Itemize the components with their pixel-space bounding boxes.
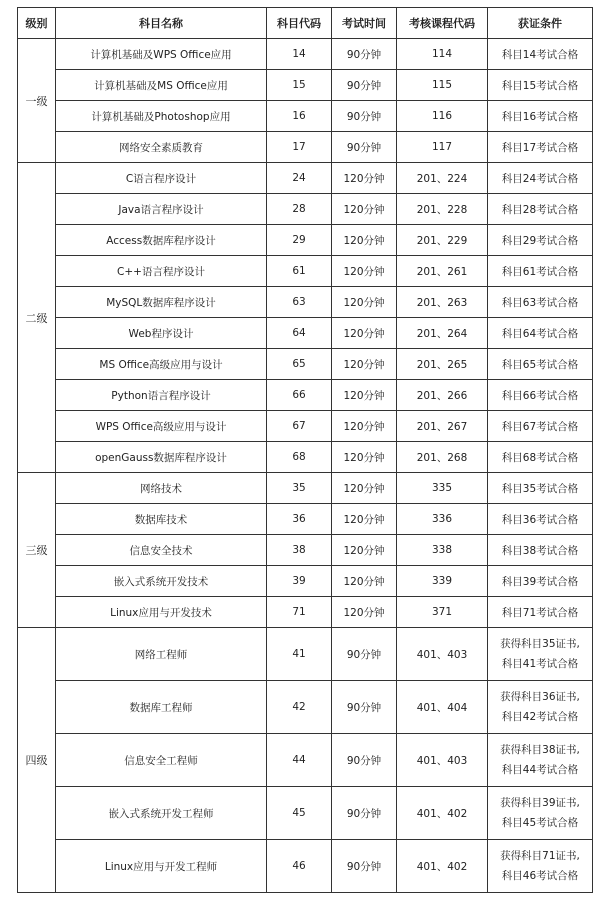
table-row — [18, 318, 593, 349]
condition-line: 科目16考试合格 — [501, 110, 579, 123]
condition-line: 科目38考试合格 — [501, 544, 579, 557]
exam-time-cell: 120分钟 — [332, 442, 397, 473]
exam-time-cell: 120分钟 — [332, 318, 397, 349]
exam-time-cell: 120分钟 — [332, 194, 397, 225]
table-row — [18, 787, 593, 840]
subject-code-cell: 15 — [267, 70, 332, 101]
exam-time-cell: 120分钟 — [332, 256, 397, 287]
subject-name-cell: 计算机基础及MS Office应用 — [56, 70, 267, 101]
table-row — [18, 681, 593, 734]
course-code-cell: 401、404 — [397, 681, 488, 734]
subject-name-cell: 嵌入式系统开发工程师 — [56, 787, 267, 840]
course-code-cell: 335 — [397, 473, 488, 504]
header-row — [18, 8, 593, 39]
certificate-condition-cell — [488, 442, 593, 473]
table-body — [18, 39, 593, 893]
certificate-condition-cell — [488, 734, 593, 787]
course-code-cell: 201、261 — [397, 256, 488, 287]
subject-code-cell: 66 — [267, 380, 332, 411]
subject-name-cell: openGauss数据库程序设计 — [56, 442, 267, 473]
condition-line: 科目71考试合格 — [501, 606, 579, 619]
exam-time-cell: 120分钟 — [332, 504, 397, 535]
subject-name-cell: 信息安全工程师 — [56, 734, 267, 787]
exam-time-cell: 120分钟 — [332, 287, 397, 318]
table-row — [18, 287, 593, 318]
certificate-condition-cell — [488, 628, 593, 681]
condition-line: 科目46考试合格 — [501, 870, 579, 882]
table-row — [18, 473, 593, 504]
course-code-cell: 339 — [397, 566, 488, 597]
condition-line: 获得科目35证书, — [500, 638, 580, 650]
table-row — [18, 225, 593, 256]
course-code-cell: 114 — [397, 39, 488, 70]
level-cell: 四级 — [18, 628, 56, 893]
subject-code-cell: 42 — [267, 681, 332, 734]
level-cell: 二级 — [18, 163, 56, 473]
exam-time-cell: 90分钟 — [332, 787, 397, 840]
table-row — [18, 380, 593, 411]
course-code-cell: 201、266 — [397, 380, 488, 411]
course-code-cell: 201、264 — [397, 318, 488, 349]
certificate-condition-cell — [488, 132, 593, 163]
exam-time-cell: 120分钟 — [332, 380, 397, 411]
certificate-condition-cell — [488, 473, 593, 504]
subject-name-cell: 嵌入式系统开发技术 — [56, 566, 267, 597]
table-row — [18, 163, 593, 194]
condition-line: 科目63考试合格 — [501, 296, 579, 309]
exam-time-cell: 90分钟 — [332, 101, 397, 132]
table-row — [18, 194, 593, 225]
condition-line: 获得科目39证书, — [500, 797, 580, 809]
course-code-cell: 117 — [397, 132, 488, 163]
exam-time-cell: 120分钟 — [332, 597, 397, 628]
condition-line: 科目45考试合格 — [501, 817, 579, 829]
condition-line: 获得科目71证书, — [500, 850, 580, 862]
certificate-condition-cell — [488, 287, 593, 318]
subject-name-cell: 网络工程师 — [56, 628, 267, 681]
subject-name-cell: Python语言程序设计 — [56, 380, 267, 411]
course-code-cell: 201、263 — [397, 287, 488, 318]
subject-code-cell: 36 — [267, 504, 332, 535]
condition-line: 科目15考试合格 — [501, 79, 579, 92]
course-code-cell: 336 — [397, 504, 488, 535]
condition-line: 科目61考试合格 — [501, 265, 579, 278]
header-subject-code: 科目代码 — [267, 8, 332, 39]
condition-line: 科目24考试合格 — [501, 172, 579, 185]
certificate-condition-cell — [488, 349, 593, 380]
exam-time-cell: 90分钟 — [332, 681, 397, 734]
course-code-cell: 201、265 — [397, 349, 488, 380]
course-code-cell: 401、402 — [397, 787, 488, 840]
condition-line: 科目42考试合格 — [501, 711, 579, 723]
certificate-condition-cell — [488, 681, 593, 734]
table-row — [18, 566, 593, 597]
subject-code-cell: 28 — [267, 194, 332, 225]
exam-time-cell: 120分钟 — [332, 473, 397, 504]
course-code-cell: 401、403 — [397, 628, 488, 681]
certificate-condition-cell — [488, 380, 593, 411]
subject-code-cell: 63 — [267, 287, 332, 318]
certificate-condition-cell — [488, 840, 593, 893]
exam-time-cell: 90分钟 — [332, 70, 397, 101]
table-row — [18, 535, 593, 566]
subject-name-cell: C++语言程序设计 — [56, 256, 267, 287]
header-subject-name: 科目名称 — [56, 8, 267, 39]
table-row — [18, 597, 593, 628]
header-exam-time: 考试时间 — [332, 8, 397, 39]
condition-line: 获得科目38证书, — [500, 744, 580, 756]
condition-line: 科目39考试合格 — [501, 575, 579, 588]
exam-time-cell: 90分钟 — [332, 132, 397, 163]
table-row — [18, 504, 593, 535]
level-cell: 一级 — [18, 39, 56, 163]
subject-name-cell: MySQL数据库程序设计 — [56, 287, 267, 318]
condition-line: 科目66考试合格 — [501, 389, 579, 402]
subject-name-cell: Linux应用与开发技术 — [56, 597, 267, 628]
certificate-condition-cell — [488, 597, 593, 628]
condition-line: 科目68考试合格 — [501, 451, 579, 464]
table-row — [18, 628, 593, 681]
certificate-condition-cell — [488, 504, 593, 535]
condition-line: 科目14考试合格 — [501, 48, 579, 61]
subject-name-cell: WPS Office高级应用与设计 — [56, 411, 267, 442]
subject-code-cell: 35 — [267, 473, 332, 504]
subject-code-cell: 44 — [267, 734, 332, 787]
exam-time-cell: 120分钟 — [332, 535, 397, 566]
table-row — [18, 70, 593, 101]
condition-line: 科目65考试合格 — [501, 358, 579, 371]
certificate-condition-cell — [488, 39, 593, 70]
subject-name-cell: Web程序设计 — [56, 318, 267, 349]
certificate-condition-cell — [488, 411, 593, 442]
course-code-cell: 201、228 — [397, 194, 488, 225]
subject-name-cell: 信息安全技术 — [56, 535, 267, 566]
table-row — [18, 349, 593, 380]
condition-line: 科目29考试合格 — [501, 234, 579, 247]
subject-code-cell: 16 — [267, 101, 332, 132]
subject-code-cell: 38 — [267, 535, 332, 566]
subject-code-cell: 45 — [267, 787, 332, 840]
certificate-condition-cell — [488, 163, 593, 194]
subject-code-cell: 71 — [267, 597, 332, 628]
course-code-cell: 401、403 — [397, 734, 488, 787]
subject-code-cell: 64 — [267, 318, 332, 349]
table-row — [18, 132, 593, 163]
subject-name-cell: 计算机基础及WPS Office应用 — [56, 39, 267, 70]
table-row — [18, 840, 593, 893]
certificate-condition-cell — [488, 318, 593, 349]
subject-code-cell: 24 — [267, 163, 332, 194]
exam-subjects-table — [17, 7, 593, 893]
subject-code-cell: 14 — [267, 39, 332, 70]
course-code-cell: 201、229 — [397, 225, 488, 256]
condition-line: 科目35考试合格 — [501, 482, 579, 495]
exam-time-cell: 90分钟 — [332, 734, 397, 787]
subject-code-cell: 65 — [267, 349, 332, 380]
certificate-condition-cell — [488, 225, 593, 256]
condition-line: 科目28考试合格 — [501, 203, 579, 216]
subject-code-cell: 46 — [267, 840, 332, 893]
subject-name-cell: 数据库工程师 — [56, 681, 267, 734]
subject-name-cell: 计算机基础及Photoshop应用 — [56, 101, 267, 132]
condition-line: 科目44考试合格 — [501, 764, 579, 776]
table-row — [18, 734, 593, 787]
subject-code-cell: 41 — [267, 628, 332, 681]
exam-time-cell: 90分钟 — [332, 628, 397, 681]
condition-line: 科目67考试合格 — [501, 420, 579, 433]
condition-line: 科目36考试合格 — [501, 513, 579, 526]
certificate-condition-cell — [488, 535, 593, 566]
condition-line: 科目17考试合格 — [501, 141, 579, 154]
subject-code-cell: 68 — [267, 442, 332, 473]
exam-time-cell: 90分钟 — [332, 39, 397, 70]
table-row — [18, 256, 593, 287]
subject-name-cell: MS Office高级应用与设计 — [56, 349, 267, 380]
course-code-cell: 201、268 — [397, 442, 488, 473]
table-header — [18, 8, 593, 39]
exam-time-cell: 120分钟 — [332, 163, 397, 194]
course-code-cell: 115 — [397, 70, 488, 101]
header-certificate-condition: 获证条件 — [488, 8, 593, 39]
course-code-cell: 338 — [397, 535, 488, 566]
exam-time-cell: 120分钟 — [332, 411, 397, 442]
subject-name-cell: 数据库技术 — [56, 504, 267, 535]
subject-name-cell: Java语言程序设计 — [56, 194, 267, 225]
exam-time-cell: 120分钟 — [332, 566, 397, 597]
header-course-code: 考核课程代码 — [397, 8, 488, 39]
header-level: 级别 — [18, 8, 56, 39]
course-code-cell: 201、267 — [397, 411, 488, 442]
course-code-cell: 116 — [397, 101, 488, 132]
subject-name-cell: 网络安全素质教育 — [56, 132, 267, 163]
subject-name-cell: C语言程序设计 — [56, 163, 267, 194]
subject-code-cell: 39 — [267, 566, 332, 597]
table-row — [18, 411, 593, 442]
course-code-cell: 371 — [397, 597, 488, 628]
certificate-condition-cell — [488, 101, 593, 132]
subject-name-cell: 网络技术 — [56, 473, 267, 504]
exam-time-cell: 90分钟 — [332, 840, 397, 893]
certificate-condition-cell — [488, 256, 593, 287]
certificate-condition-cell — [488, 566, 593, 597]
subject-code-cell: 17 — [267, 132, 332, 163]
condition-line: 获得科目36证书, — [500, 691, 580, 703]
course-code-cell: 201、224 — [397, 163, 488, 194]
subject-name-cell: Linux应用与开发工程师 — [56, 840, 267, 893]
condition-line: 科目64考试合格 — [501, 327, 579, 340]
subject-code-cell: 29 — [267, 225, 332, 256]
certificate-condition-cell — [488, 787, 593, 840]
subject-code-cell: 67 — [267, 411, 332, 442]
exam-time-cell: 120分钟 — [332, 349, 397, 380]
condition-line: 科目41考试合格 — [501, 658, 579, 670]
course-code-cell: 401、402 — [397, 840, 488, 893]
level-cell: 三级 — [18, 473, 56, 628]
subject-code-cell: 61 — [267, 256, 332, 287]
certificate-condition-cell — [488, 194, 593, 225]
subject-name-cell: Access数据库程序设计 — [56, 225, 267, 256]
table-row — [18, 39, 593, 70]
exam-time-cell: 120分钟 — [332, 225, 397, 256]
table-row — [18, 101, 593, 132]
table-row — [18, 442, 593, 473]
certificate-condition-cell — [488, 70, 593, 101]
